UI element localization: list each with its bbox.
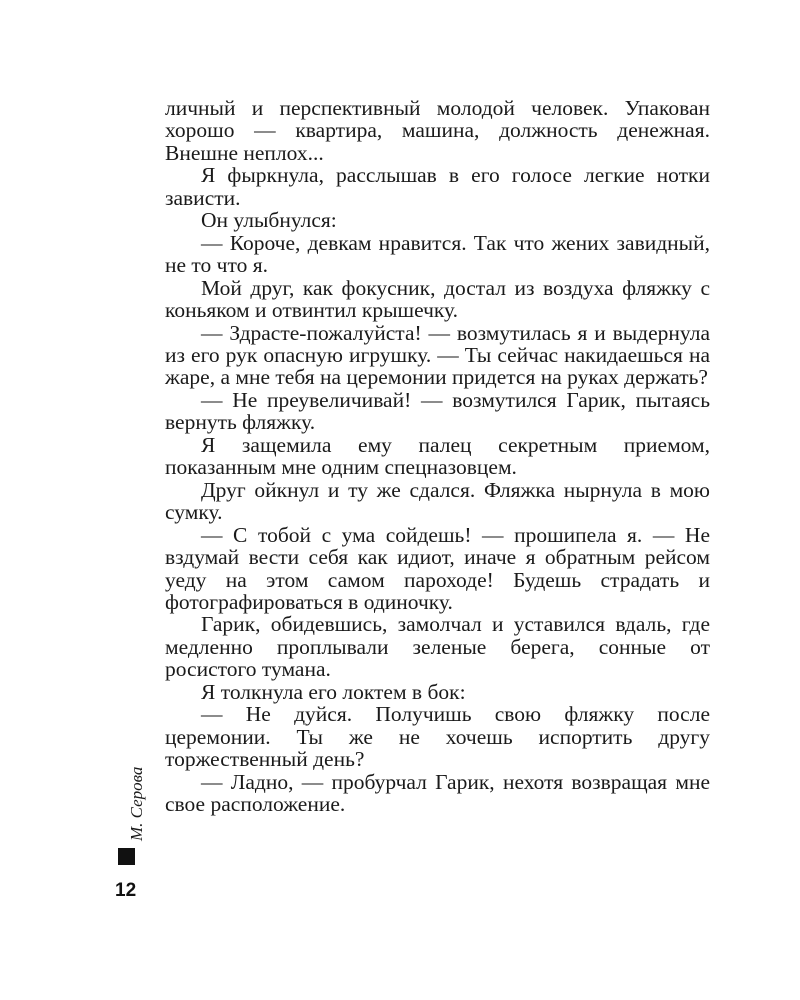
page-body-text bbox=[165, 97, 710, 816]
paragraph: Я толкнула его локтем в бок: bbox=[201, 679, 466, 704]
paragraph: Я фыркнула, расслышав в его голосе легкие нотки зависти. bbox=[165, 163, 710, 210]
paragraph: — С тобой с ума сойдешь! — прошипела я. — Не вздумай вести себя как идиот, иначе я обратным рейсом уеду на этом самом пароходе! Будешь страдать и фотографироваться в одиночку. bbox=[165, 522, 710, 614]
paragraph: — Короче, девкам нравится. Так что жених завидный, не то что я. bbox=[165, 230, 710, 278]
paragraph: Я защемила ему палец секретным приемом, показанным мне одним спецназовцем. bbox=[165, 432, 710, 480]
paragraph: Он улыбнулся: bbox=[201, 208, 337, 233]
paragraph: личный и перспективный молодой человек. Упакован хорошо — квартира, машина, должность денежная. Внешне неплох... bbox=[165, 96, 710, 165]
paragraph: Друг ойкнул и ту же сдался. Фляжка нырнула в мою сумку. bbox=[165, 477, 710, 525]
paragraph: Гарик, обидевшись, замолчал и уставился вдаль, где медленно проплывали зеленые берега, сонные от росистого тумана. bbox=[165, 612, 710, 682]
paragraph: — Здрасте-пожалуйста! — возмутилась я и выдернула из его рук опасную игрушку. — Ты сейчас накидаешься на жаре, а мне тебя на церемонии придется на руках держать? bbox=[165, 320, 710, 390]
running-author-name: М. Серова bbox=[127, 766, 146, 841]
paragraph: — Не преувеличивай! — возмутился Гарик, пытаясь вернуть фляжку. bbox=[165, 387, 710, 435]
paragraph: — Не дуйся. Получишь свою фляжку после церемонии. Ты же не хочешь испортить другу торжественный день? bbox=[165, 702, 710, 772]
paragraph: — Ладно, — пробурчал Гарик, нехотя возвращая мне свое расположение. bbox=[165, 769, 710, 817]
marker-square-icon bbox=[118, 848, 135, 865]
page-number: 12 bbox=[115, 880, 137, 901]
paragraph: Мой друг, как фокусник, достал из воздуха фляжку с коньяком и отвинтил крышечку. bbox=[165, 275, 710, 323]
